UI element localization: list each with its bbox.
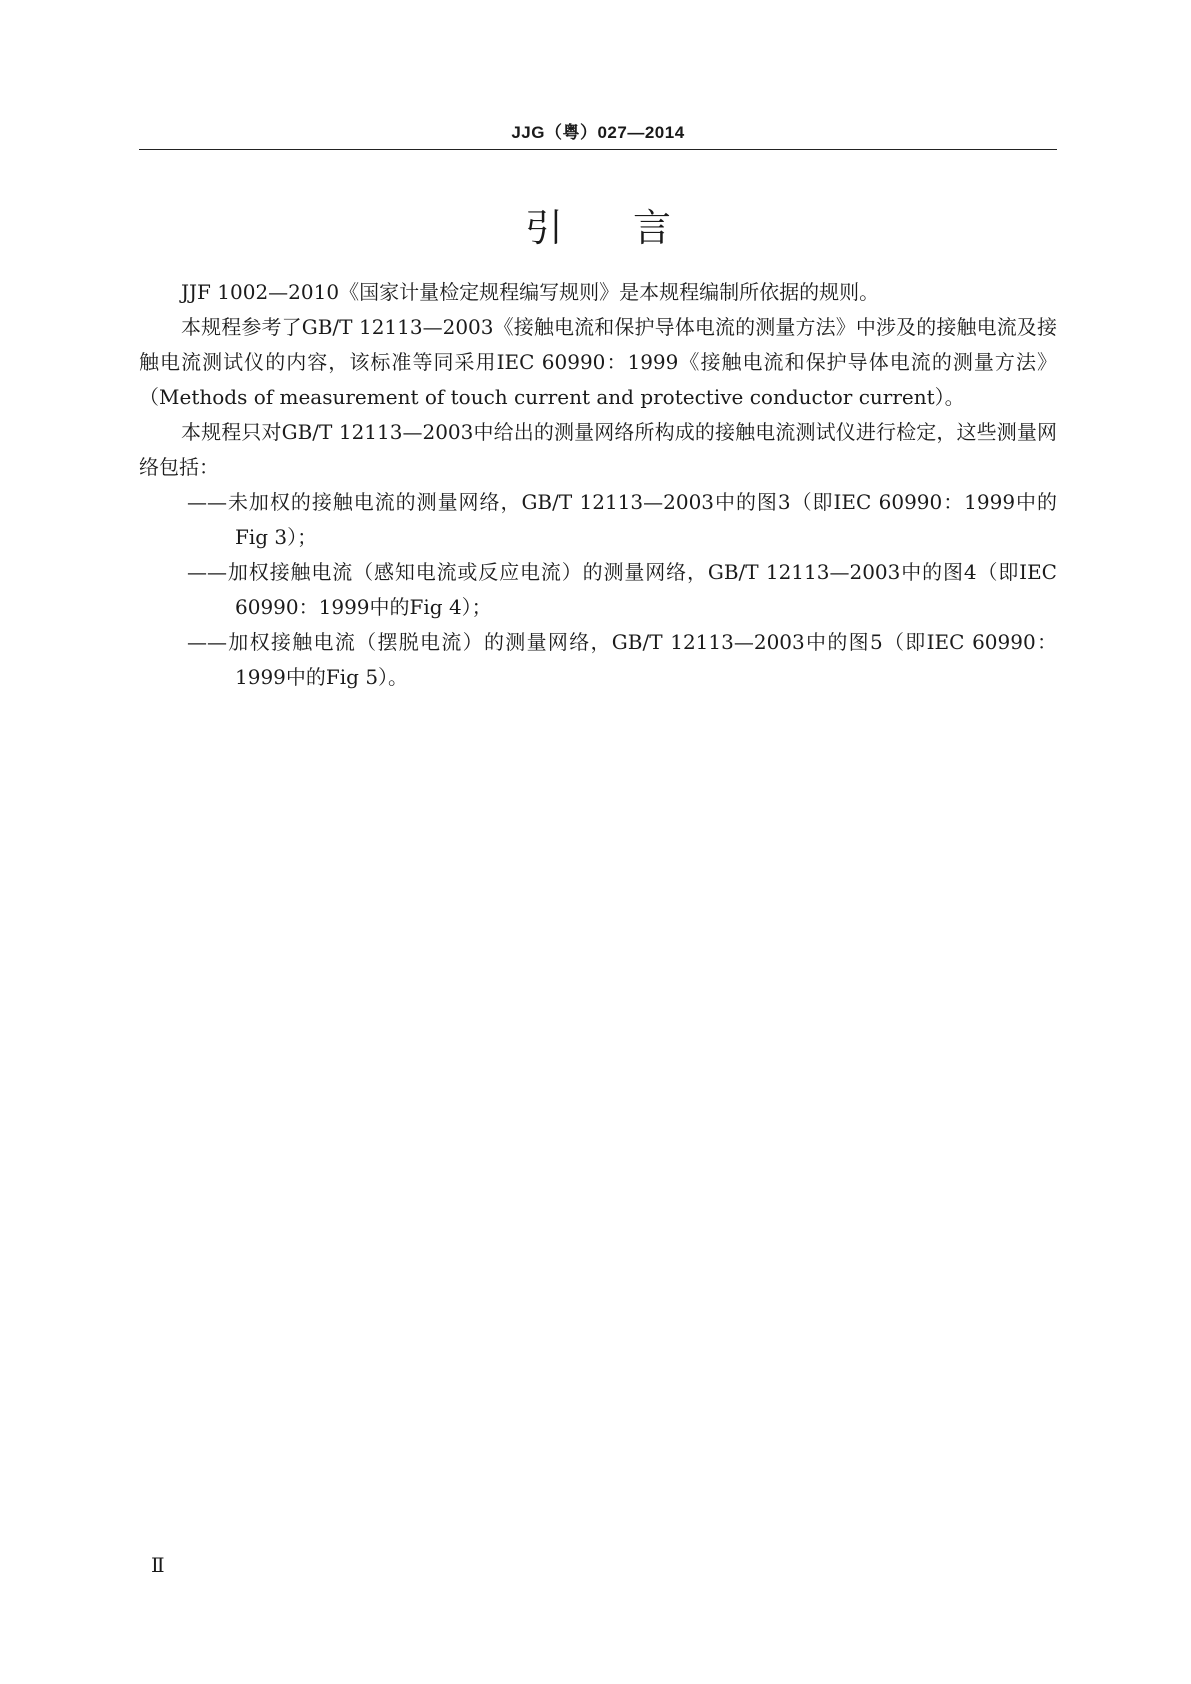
page-header-code: JJG（粤）027—2014 — [511, 123, 685, 142]
list-item-weighted-letgo-network: ——加权接触电流（摆脱电流）的测量网络，GB/T 12113—2003中的图5（即IEC 60990：1999中的Fig 5）。 — [187, 630, 1057, 689]
page-number: Ⅱ — [151, 1553, 165, 1577]
document-body — [139, 275, 1057, 695]
paragraph-rules-basis: JJF 1002—2010《国家计量检定规程编写规则》是本规程编制所依据的规则。 — [181, 280, 880, 304]
page-title: 引言 — [524, 206, 741, 250]
list-item-weighted-perception-network: ——加权接触电流（感知电流或反应电流）的测量网络，GB/T 12113—2003中的图4（即IEC 60990：1999中的Fig 4）； — [187, 560, 1057, 619]
paragraph-scope: 本规程只对GB/T 12113—2003中给出的测量网络所构成的接触电流测试仪进行检定，这些测量网络包括： — [139, 420, 1057, 479]
paragraph-reference-standard: 本规程参考了GB/T 12113—2003《接触电流和保护导体电流的测量方法》中涉及的接触电流及接触电流测试仪的内容，该标准等同采用IEC 60990：1999《接触电流和保护导体电流的测量方法》（Methods of measurement of touch current and protective conductor current）。 — [139, 315, 1057, 409]
list-item-unweighted-network: ——未加权的接触电流的测量网络，GB/T 12113—2003中的图3（即IEC 60990：1999中的Fig 3）； — [187, 490, 1057, 549]
header-divider — [139, 149, 1057, 150]
